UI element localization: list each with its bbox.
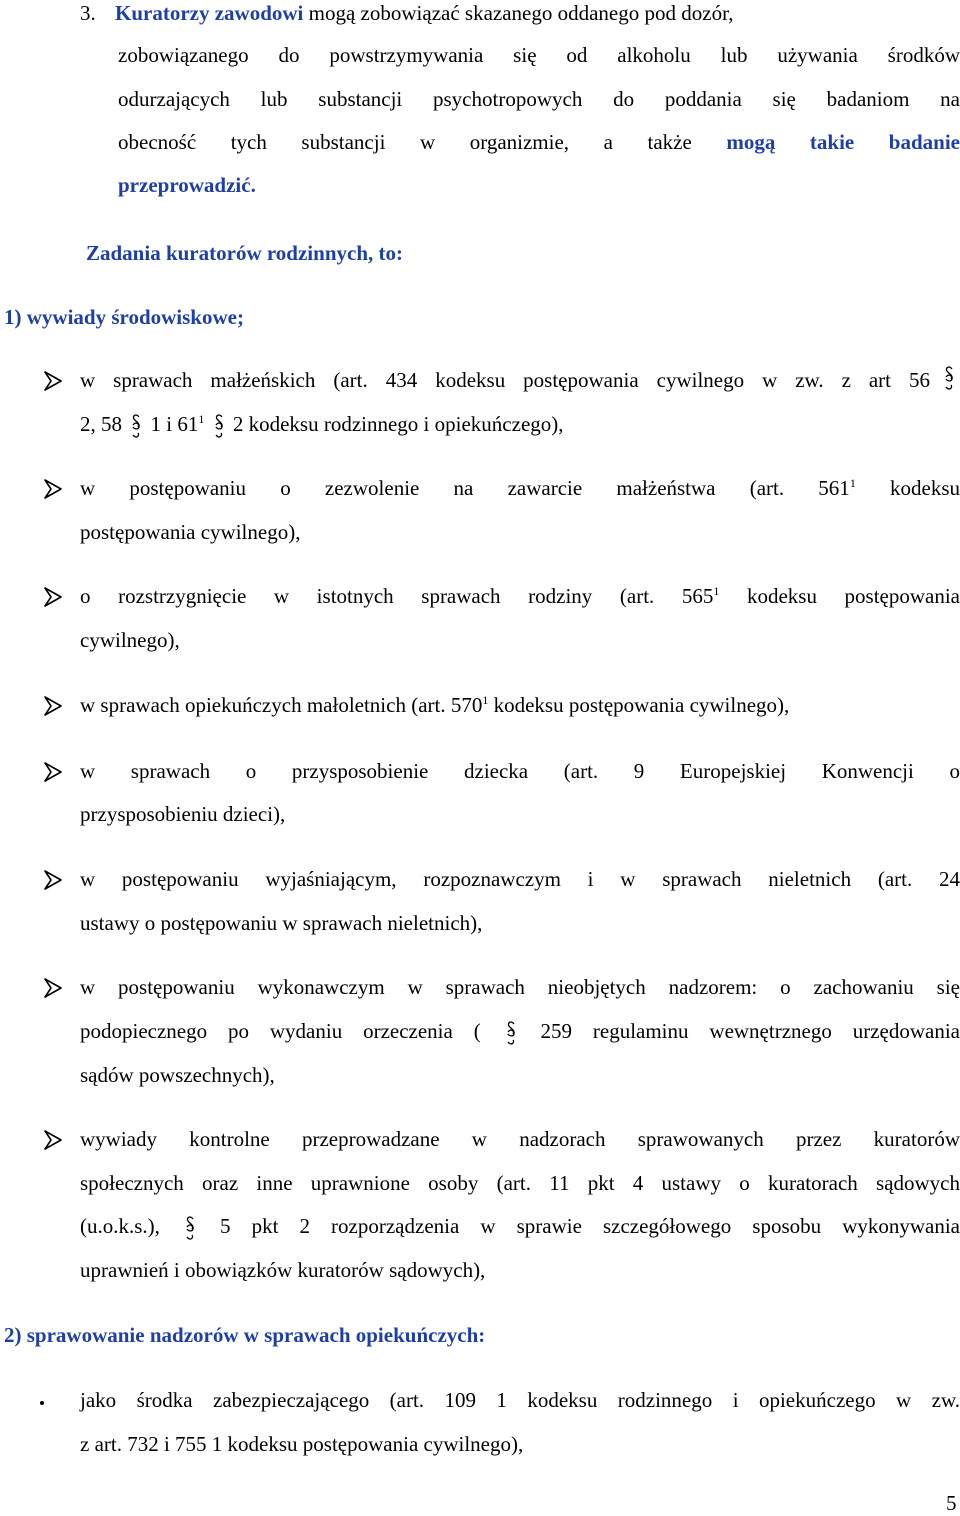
bullet7-line3: sądów powszechnych),	[80, 1062, 275, 1088]
arrow-bullet-icon	[44, 371, 62, 391]
bullet7-line2	[80, 1018, 960, 1045]
point3-bold-start: Kuratorzy zawodowi	[115, 1, 303, 25]
superscript: 1	[482, 693, 488, 707]
arrow-bullet-icon	[44, 587, 62, 607]
section-sign-icon	[506, 1021, 516, 1045]
bullet1-line2-c: 2 kodeksu rodzinnego i opiekuńczego),	[233, 412, 564, 436]
bullet1-line2-b: 1 i 61	[151, 412, 199, 436]
point3-line1	[80, 0, 960, 26]
bullet1-line2	[80, 411, 564, 438]
point3-line3: odurzających lub substancji psychotropowych do poddania się badaniom na	[118, 86, 960, 112]
bullet4-line1	[80, 692, 789, 718]
bullet3-line1-a: o rozstrzygnięcie w istotnych sprawach rodziny (art. 565	[80, 584, 713, 608]
bullet6-line2: ustawy o postępowaniu w sprawach nieletnich),	[80, 910, 482, 936]
arrow-bullet-icon	[44, 1130, 62, 1150]
arrow-bullet-icon	[44, 762, 62, 782]
point3-line2: zobowiązanego do powstrzymywania się od alkoholu lub używania środków	[118, 42, 960, 68]
point3-line4	[118, 129, 960, 155]
point3-line4-bold: mogą takie badanie	[726, 130, 960, 154]
bullet5-line2: przysposobieniu dzieci),	[80, 801, 285, 827]
section2-title: 2) sprawowanie nadzorów w sprawach opiekuńczych:	[4, 1322, 485, 1348]
arrow-bullet-icon	[44, 870, 62, 890]
superscript: 1	[850, 476, 856, 490]
bullet7-line2-b: 259 regulaminu wewnętrznego urzędowania	[541, 1019, 960, 1043]
point3-line5: przeprowadzić.	[118, 172, 256, 198]
section2-item1-line2: z art. 732 i 755 1 kodeksu postępowania cywilnego),	[80, 1431, 523, 1457]
superscript: 1	[713, 584, 719, 598]
section-sign-icon	[214, 414, 224, 438]
section-sign-icon	[131, 414, 141, 438]
bullet8-line2: społecznych oraz inne uprawnione osoby (art. 11 pkt 4 ustawy o kuratorach sądowych	[80, 1170, 960, 1196]
bullet3-line1	[80, 583, 960, 609]
page-number: 5	[946, 1490, 957, 1516]
point3-number: 3.	[80, 1, 96, 25]
bullet2-line1	[80, 475, 960, 501]
point3-line1-rest: mogą zobowiązać skazanego oddanego pod dozór,	[309, 1, 734, 25]
arrow-bullet-icon	[44, 696, 62, 716]
bullet8-line3-a: (u.o.k.s.),	[80, 1214, 160, 1238]
section-sign-icon	[185, 1216, 195, 1240]
bullet7-line2-a: podopiecznego po wydaniu orzeczenia (	[80, 1019, 481, 1043]
arrow-bullet-icon	[44, 978, 62, 998]
bullet1-line2-a: 2, 58	[80, 412, 122, 436]
bullet1-line1: w sprawach małżeńskich (art. 434 kodeksu postępowania cywilnego w zw. z art 56	[80, 367, 930, 393]
section1-title: 1) wywiady środowiskowe;	[4, 304, 244, 330]
bullet3-line1-b: kodeksu postępowania	[747, 584, 960, 608]
bullet2-line2: postępowania cywilnego),	[80, 519, 300, 545]
bullet5-line1: w sprawach o przysposobienie dziecka (art. 9 Europejskiej Konwencji o	[80, 758, 960, 784]
bullet7-line1: w postępowaniu wykonawczym w sprawach nieobjętych nadzorem: o zachowaniu się	[80, 974, 960, 1000]
bullet2-line1-b: kodeksu	[890, 476, 960, 500]
superscript: 1	[198, 412, 204, 426]
arrow-bullet-icon	[44, 479, 62, 499]
bullet6-line1: w postępowaniu wyjaśniającym, rozpoznawczym i w sprawach nieletnich (art. 24	[80, 866, 960, 892]
bullet4-line1-b: kodeksu postępowania cywilnego),	[494, 693, 790, 717]
bullet-dot-icon	[40, 1401, 44, 1405]
bullet8-line4: uprawnień i obowiązków kuratorów sądowych),	[80, 1257, 485, 1283]
section2-item1-line1: jako środka zabezpieczającego (art. 109 1 kodeksu rodzinnego i opiekuńczego w zw.	[80, 1387, 960, 1413]
bullet8-line3-b: 5 pkt 2 rozporządzenia w sprawie szczegółowego sposobu wykonywania	[220, 1214, 960, 1238]
bullet8-line3	[80, 1213, 960, 1240]
bullet3-line2: cywilnego),	[80, 627, 180, 653]
heading-family-curators: Zadania kuratorów rodzinnych, to:	[86, 240, 403, 266]
point3-line4-normal: obecność tych substancji w organizmie, a także	[118, 130, 692, 154]
section-sign-icon	[944, 366, 954, 390]
bullet8-line1: wywiady kontrolne przeprowadzane w nadzorach sprawowanych przez kuratorów	[80, 1126, 960, 1152]
bullet4-line1-a: w sprawach opiekuńczych małoletnich (art. 570	[80, 693, 482, 717]
bullet2-line1-a: w postępowaniu o zezwolenie na zawarcie małżeństwa (art. 561	[80, 476, 850, 500]
